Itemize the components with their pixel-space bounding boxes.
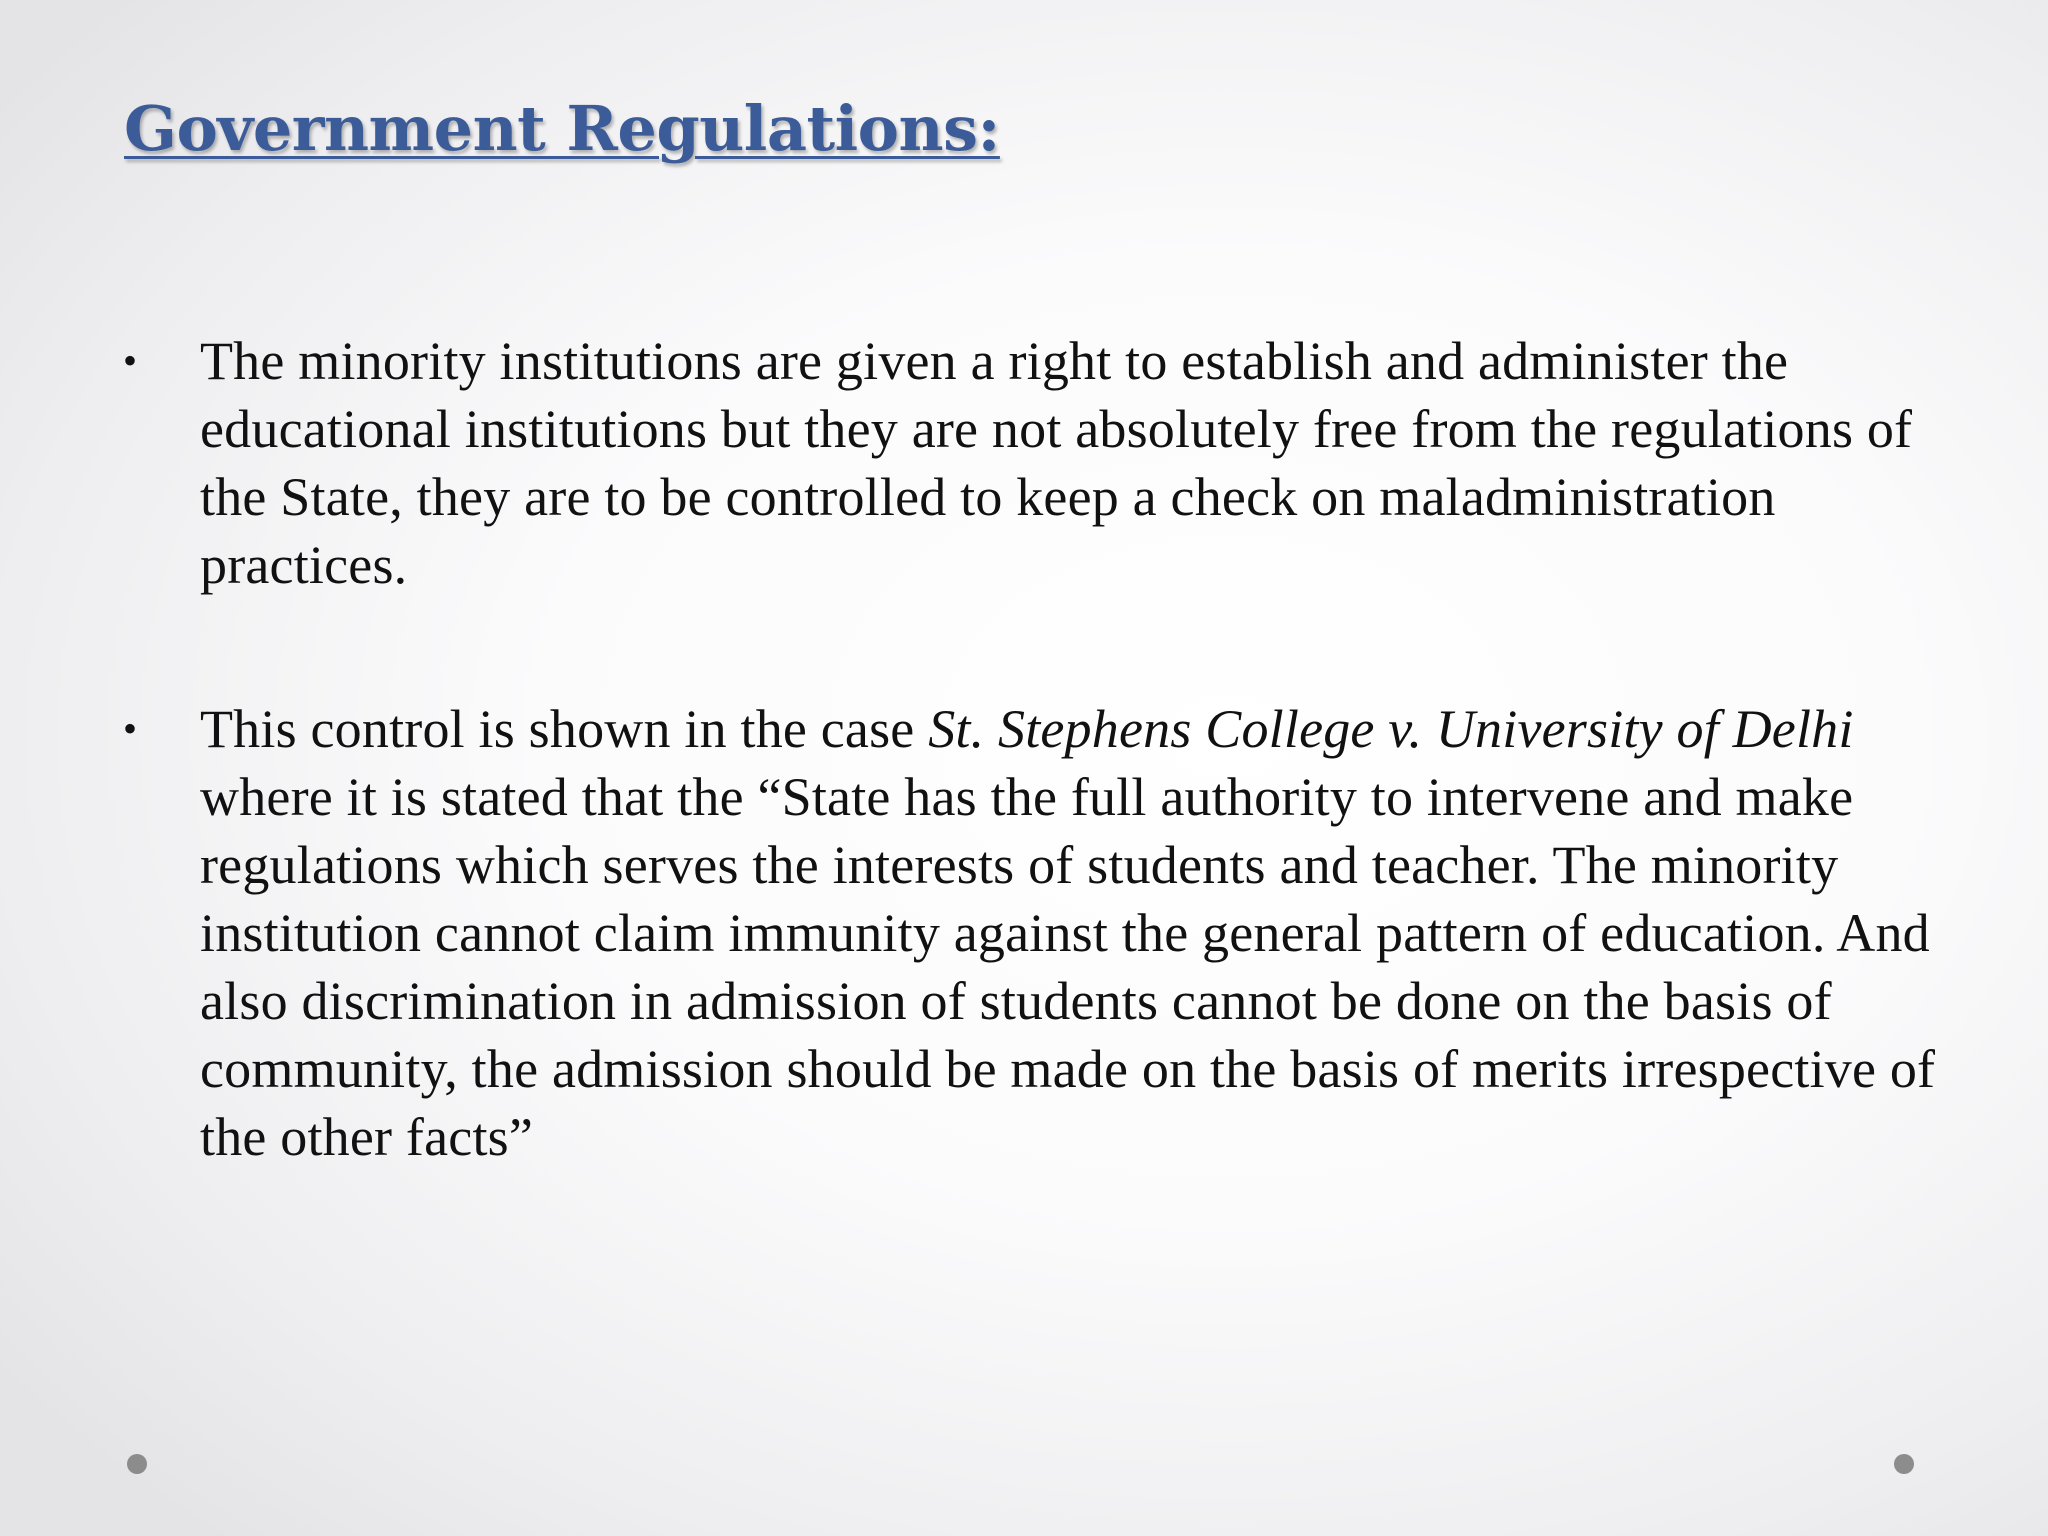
bullet-list [120, 327, 1940, 1171]
corner-dot-left-icon [127, 1454, 147, 1474]
bullet-2-text-after: where it is stated that the “State has the full authority to intervene and make regulations which serves the interests of students and teacher. The minority institution cannot claim immunity against the general pattern of education. And also discrimination in admission of students cannot be done on the basis of community, the admission should be made on the basis of merits irrespective of the other facts” [200, 767, 1936, 1167]
case-name: St. Stephens College v. University of Delhi [928, 699, 1854, 759]
bullet-icon: • [123, 706, 138, 751]
bullet-icon: • [123, 338, 138, 383]
slide-title: Government Regulations: [124, 92, 1000, 165]
corner-dot-right-icon [1894, 1454, 1914, 1474]
bullet-1-text: The minority institutions are given a right to establish and administer the educational institutions but they are not absolutely free from the regulations of the State, they are to be controlled to keep a check on maladministration practices. [200, 331, 1913, 595]
bullet-2-text-before: This control is shown in the case [200, 699, 929, 759]
bullet-item-1 [120, 327, 1940, 599]
bullet-item-2 [120, 695, 1940, 1171]
